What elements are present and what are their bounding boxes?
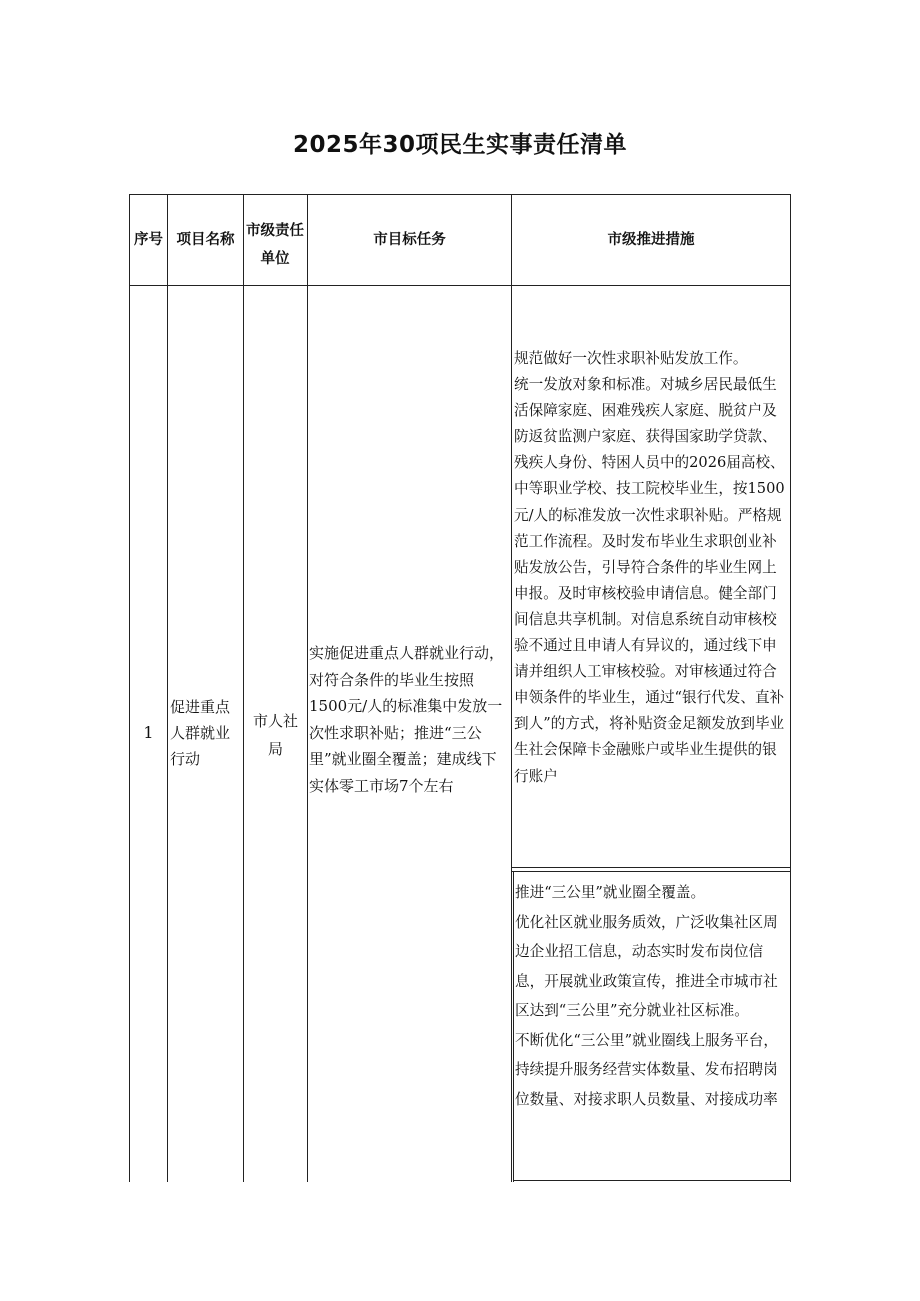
table-border-right [790,194,791,1182]
header-responsible-unit: 市级责任单位 [246,223,304,267]
measure-1-body: 统一发放对象和标准。对城乡居民最低生活保障家庭、困难残疾人家庭、脱贫户及防返贫监测户家庭、获得国家助学贷款、残疾人身份、特困人员中的2026届高校、中等职业学校、技工院校毕业生，按1500元/人的标准发放一次性求职补贴。严格规范工作流程。及时发布毕业生求职创业补贴发放公告，引导符合条件的毕业生网上申报。及时审核校验申请信息。健全部门间信息共享机制。对信息系统自动审核校验不通过且申请人有异议的，通过线下申请并组织人工审核校验。对审核通过符合申领条件的毕业生，通过“银行代发、直补到人”的方式，将补贴资金足额发放到毕业生社会保障卡金融账户或毕业生提供的银行账户 [514,376,785,785]
row-seq: 1 [143,723,154,742]
measure-cell-bottom [513,1180,791,1181]
measure-2-para-1: 优化社区就业服务质效，广泛收集社区周边企业招工信息，动态实时发布岗位信息，开展就业政策宣传，推进全市城市社区达到“三公里”充分就业社区标准。 [515,913,778,1019]
table-border-left [129,194,130,1182]
row-project-name: 促进重点人群就业行动 [170,698,231,768]
measure-2 [515,878,789,1114]
page-title: 2025年30项民生实事责任清单 [292,132,628,158]
header-seq: 序号 [134,231,163,248]
measure-1 [514,346,790,790]
row-responsible-unit: 市人社局 [252,712,298,758]
measure-2-heading: 推进“三公里”就业圈全覆盖。 [515,884,706,901]
header-project-name: 项目名称 [176,231,235,248]
table-col-divider [167,194,168,1182]
table-header-divider [129,285,791,286]
measure-divider [511,867,791,868]
row-target-task: 实施促进重点人群就业行动，对符合条件的毕业生按照1500元/人的标准集中发放一次性求职补贴；推进“三公里”就业圈全覆盖；建成线下实体零工市场7个左右 [309,644,505,795]
header-target-task: 市目标任务 [373,231,446,248]
table-col-divider [243,194,244,1182]
measure-cell-border [513,871,514,1182]
measure-2-para-2: 不断优化“三公里”就业圈线上服务平台，持续提升服务经营实体数量、发布招聘岗位数量、对接求职人员数量、对接成功率 [515,1031,779,1108]
header-measures: 市级推进措施 [607,231,695,248]
measure-1-heading: 规范做好一次性求职补贴发放工作。 [514,350,748,367]
table-col-divider [307,194,308,1182]
measure-divider [511,871,791,872]
table-col-divider [511,194,512,1182]
